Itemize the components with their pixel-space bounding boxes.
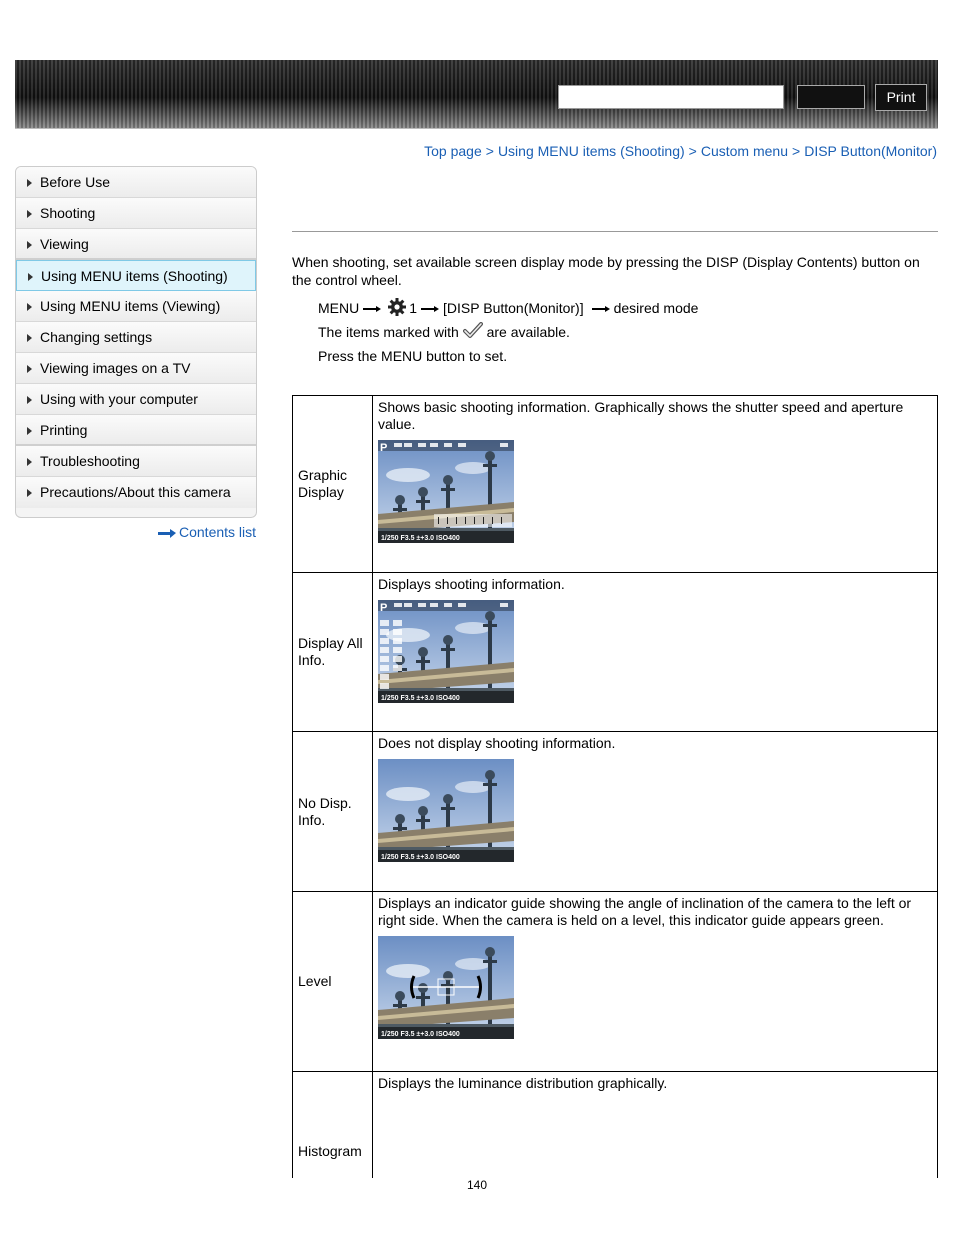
arrow-right-icon bbox=[158, 529, 176, 537]
chevron-right-icon bbox=[27, 427, 32, 435]
mode-name: No Disp. Info. bbox=[293, 732, 373, 892]
sidebar-item-troubleshooting[interactable] bbox=[16, 446, 256, 477]
chevron-right-icon bbox=[28, 273, 33, 281]
mode-name: Level bbox=[293, 892, 373, 1072]
sidebar-item-label: Changing settings bbox=[40, 329, 153, 345]
gear-icon bbox=[387, 297, 407, 317]
marked-prefix: The items marked with bbox=[318, 324, 459, 340]
sidebar-item-precautions[interactable] bbox=[16, 477, 256, 508]
breadcrumb-separator: > bbox=[792, 143, 801, 159]
sidebar-item-before-use[interactable] bbox=[16, 167, 256, 198]
svg-text:1/250 F3.5 ±+3.0 ISO400: 1/250 F3.5 ±+3.0 ISO400 bbox=[381, 695, 460, 702]
chevron-right-icon bbox=[27, 458, 32, 466]
table-row bbox=[293, 892, 938, 1072]
target-label: desired mode bbox=[613, 300, 699, 316]
table-row bbox=[293, 1072, 938, 1179]
mode-description-cell bbox=[373, 1072, 938, 1179]
menu-item-name: [DISP Button(Monitor)] bbox=[443, 300, 584, 316]
svg-text:1/250 F3.5 ±+3.0 ISO400: 1/250 F3.5 ±+3.0 ISO400 bbox=[381, 854, 460, 861]
sidebar-item-label: Before Use bbox=[40, 174, 111, 190]
mode-description: Displays an indicator guide showing the angle of inclination of the camera to the left or right side. When the camera is held on a level, this indicator guide appears green. bbox=[378, 895, 912, 928]
search-input[interactable] bbox=[558, 85, 784, 109]
modes-table-viewport bbox=[290, 394, 942, 1178]
breadcrumb-separator: > bbox=[688, 143, 697, 159]
table-row bbox=[293, 732, 938, 892]
screen-image bbox=[378, 759, 514, 862]
chevron-right-icon bbox=[27, 365, 32, 373]
table-row bbox=[293, 573, 938, 732]
breadcrumb bbox=[424, 143, 937, 159]
sidebar-item-label: Viewing bbox=[40, 236, 89, 252]
breadcrumb-custom-menu[interactable]: Custom menu bbox=[700, 143, 789, 159]
print-button[interactable]: Print bbox=[875, 84, 927, 111]
arrow-right-icon bbox=[363, 306, 381, 312]
sidebar-item-shooting[interactable] bbox=[16, 198, 256, 229]
chevron-right-icon bbox=[27, 334, 32, 342]
sidebar-item-label: Viewing images on a TV bbox=[40, 360, 191, 376]
chevron-right-icon bbox=[27, 179, 32, 187]
mode-description-cell bbox=[373, 396, 938, 573]
screen-image bbox=[378, 936, 514, 1039]
contents-list-link[interactable] bbox=[158, 524, 256, 540]
breadcrumb-current[interactable]: DISP Button(Monitor) bbox=[804, 143, 937, 159]
mode-description: Displays shooting information. bbox=[378, 576, 565, 592]
mode-name: Histogram bbox=[293, 1072, 373, 1179]
marked-note bbox=[318, 320, 698, 344]
breadcrumb-top-page[interactable]: Top page bbox=[424, 143, 482, 159]
contents-list-label: Contents list bbox=[179, 524, 257, 540]
screen-image bbox=[378, 440, 514, 543]
mode-name: Graphic Display bbox=[293, 396, 373, 573]
mode-description-cell bbox=[373, 573, 938, 732]
sidebar-item-label: Troubleshooting bbox=[40, 453, 140, 469]
sidebar-nav bbox=[15, 166, 257, 518]
marked-suffix: are available. bbox=[486, 324, 570, 340]
checkmark-icon bbox=[463, 322, 483, 340]
chevron-right-icon bbox=[27, 489, 32, 497]
press-note: Press the MENU button to set. bbox=[318, 348, 508, 364]
mode-description: Displays the luminance distribution graphically. bbox=[378, 1075, 668, 1091]
svg-text:1/250 F3.5 ±+3.0 ISO400: 1/250 F3.5 ±+3.0 ISO400 bbox=[381, 535, 460, 542]
mode-description-cell bbox=[373, 732, 938, 892]
sidebar-item-viewing[interactable] bbox=[16, 229, 256, 260]
sidebar-item-menu-viewing[interactable] bbox=[16, 291, 256, 322]
title-divider bbox=[292, 231, 938, 232]
svg-text:P: P bbox=[380, 602, 388, 614]
arrow-right-icon bbox=[592, 306, 610, 312]
chevron-right-icon bbox=[27, 210, 32, 218]
sidebar-item-label: Precautions/About this camera bbox=[40, 484, 231, 500]
menu-steps bbox=[318, 296, 698, 368]
table-row bbox=[293, 396, 938, 573]
tab-number: 1 bbox=[409, 300, 418, 316]
page-number: 140 bbox=[467, 1178, 488, 1192]
menu-path bbox=[318, 296, 698, 320]
intro-text: When shooting, set available screen display mode by pressing the DISP (Display Contents) button on the control wheel. bbox=[292, 254, 920, 288]
breadcrumb-shooting-menu[interactable]: Using MENU items (Shooting) bbox=[497, 143, 685, 159]
sidebar-item-tv[interactable] bbox=[16, 353, 256, 384]
sidebar-item-changing-settings[interactable] bbox=[16, 322, 256, 353]
sidebar-item-label: Shooting bbox=[40, 205, 96, 221]
menu-label: MENU bbox=[318, 300, 360, 316]
mode-description: Shows basic shooting information. Graphically shows the shutter speed and aperture value. bbox=[378, 399, 904, 432]
sidebar-item-computer[interactable] bbox=[16, 384, 256, 415]
svg-text:P: P bbox=[380, 442, 388, 454]
arrow-right-icon bbox=[421, 306, 439, 312]
search-button[interactable] bbox=[797, 85, 865, 109]
screen-image bbox=[378, 600, 514, 703]
chevron-right-icon bbox=[27, 303, 32, 311]
sidebar-item-menu-shooting[interactable] bbox=[16, 260, 256, 291]
sidebar-item-label: Printing bbox=[40, 422, 88, 438]
mode-name: Display All Info. bbox=[293, 573, 373, 732]
mode-description-cell bbox=[373, 892, 938, 1072]
chevron-right-icon bbox=[27, 241, 32, 249]
chevron-right-icon bbox=[27, 396, 32, 404]
header-bar bbox=[15, 60, 938, 129]
mode-description: Does not display shooting information. bbox=[378, 735, 616, 751]
sidebar-item-printing[interactable] bbox=[16, 415, 256, 446]
sidebar-item-label: Using with your computer bbox=[40, 391, 198, 407]
svg-text:1/250 F3.5 ±+3.0 ISO400: 1/250 F3.5 ±+3.0 ISO400 bbox=[381, 1031, 460, 1038]
modes-table bbox=[292, 395, 938, 1178]
sidebar-item-label: Using MENU items (Shooting) bbox=[41, 268, 228, 284]
sidebar-item-label: Using MENU items (Viewing) bbox=[40, 298, 221, 314]
breadcrumb-separator: > bbox=[485, 143, 494, 159]
